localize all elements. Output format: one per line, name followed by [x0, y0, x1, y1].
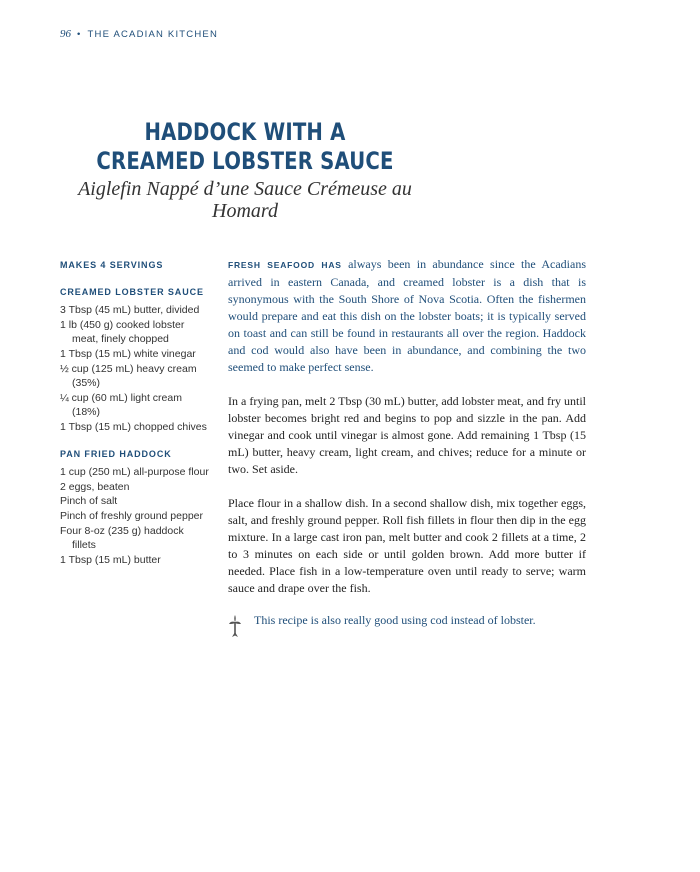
running-header	[60, 28, 218, 40]
method-step-1: In a frying pan, melt 2 Tbsp (30 mL) butter, add lobster meat, and fry until lobster becomes bright red and begins to pop and sizzle in the pan. Add vinegar and cook until vinegar is almost gone. Add remaining 1 Tbsp (15 mL) butter, heavy cream, light cream, and chives; reduce for a minute or two. Set aside.	[228, 394, 586, 476]
recipe-tip	[228, 612, 608, 640]
ingredient-list-sauce	[60, 303, 210, 434]
intro-lead: FRESH SEAFOOD HAS	[228, 260, 342, 270]
method-step-2: Place flour in a shallow dish. In a second shallow dish, mix together eggs, salt, and freshly ground pepper. Roll fish fillets in flour then dip in the egg mixture. In a large cast iron pan, melt butter and cook 2 fillets at a time, 2 to 3 minutes on each side or until golden brown. Add more butter if needed. Place fish in a low-temperature oven until ready to serve; warm sauce and drape over the fish.	[228, 496, 586, 595]
ingredient-item: 1 cup (250 mL) all-purpose flour	[60, 466, 209, 479]
section-heading-sauce: CREAMED LOBSTER SAUCE	[60, 286, 204, 297]
ingredient-item: Pinch of freshly ground pepper	[60, 509, 204, 522]
intro-text: always been in abundance since the Acadians arrived in eastern Canada, and creamed lobster is a dish that is synonymous with the South Shore of Nova Scotia. Often the fishermen would prepare and eat this dish on the lobster boats; it is typically served on toast and can still be found in restaurants all over the region. Haddock and cod would also have been in abundance, and combining the two seemed to make perfect sense.	[228, 257, 587, 374]
book-title: THE ACADIAN KITCHEN	[87, 29, 219, 40]
recipe-title-block	[60, 118, 430, 222]
ingredient-item: ½ cup (125 mL) heavy cream (35%)	[60, 362, 197, 390]
section-heading-haddock: PAN FRIED HADDOCK	[60, 448, 172, 459]
header-separator: •	[77, 29, 82, 40]
ingredient-item: Four 8-oz (235 g) haddock fillets	[60, 524, 184, 552]
ingredient-item: 1 lb (450 g) cooked lobster meat, finely chopped	[60, 318, 185, 346]
ingredient-list-haddock	[60, 465, 210, 567]
ingredient-item: 1 Tbsp (15 mL) chopped chives	[60, 420, 207, 433]
ingredient-item: ¼ cup (60 mL) light cream (18%)	[60, 391, 182, 419]
ingredient-item: 1 Tbsp (15 mL) white vinegar	[60, 347, 196, 360]
ingredient-item: 2 eggs, beaten	[60, 480, 130, 493]
recipe-body	[228, 256, 586, 614]
ingredient-item: Pinch of salt	[60, 495, 118, 508]
ornament-icon	[228, 614, 242, 640]
recipe-yield: MAKES 4 SERVINGS	[60, 260, 164, 270]
tip-text: This recipe is also really good using cod instead of lobster.	[254, 613, 536, 627]
recipe-title: HADDOCK WITH A CREAMED LOBSTER SAUCE	[96, 118, 394, 175]
ingredient-item: 3 Tbsp (45 mL) butter, divided	[60, 304, 200, 317]
ingredient-item: 1 Tbsp (15 mL) butter	[60, 553, 161, 566]
intro-paragraph	[228, 256, 586, 376]
ingredients-sidebar	[60, 258, 210, 567]
page-number: 96	[60, 28, 71, 40]
recipe-subtitle: Aiglefin Nappé d’une Sauce Crémeuse au Homard	[78, 178, 412, 222]
